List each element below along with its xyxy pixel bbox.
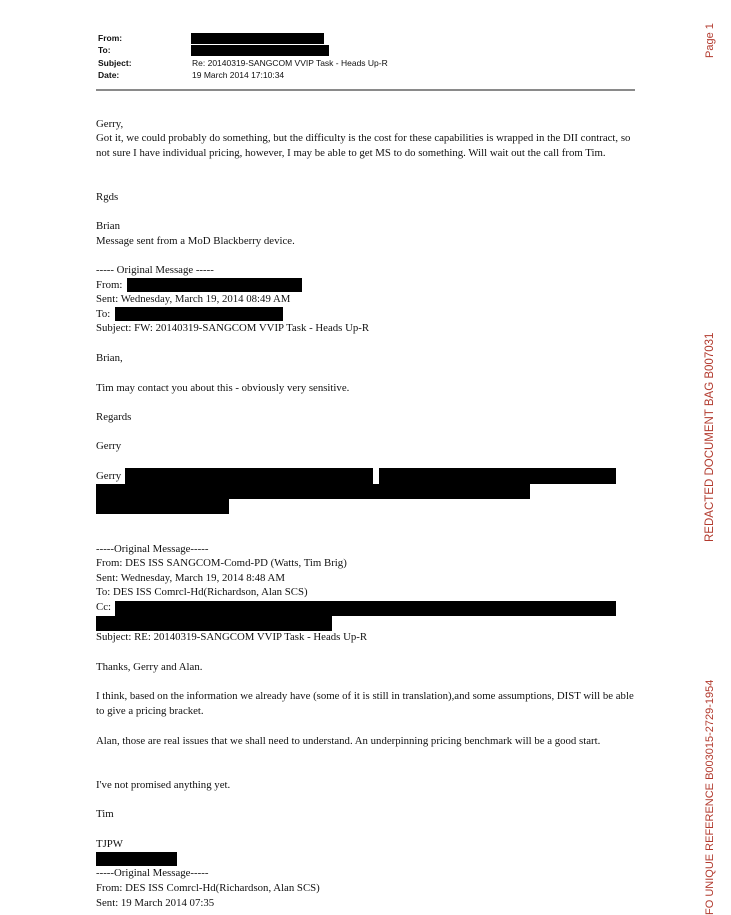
original-2-to: To: DES ISS Comrcl-Hd(Richardson, Alan SCS) xyxy=(96,586,308,598)
original-1-from: From: xyxy=(96,279,123,291)
signature-tjpw: TJPW xyxy=(96,838,123,850)
greeting-gerry: Gerry, xyxy=(96,118,124,130)
original-1-sent: Sent: Wednesday, March 19, 2014 08:49 AM xyxy=(96,293,291,305)
original-1-subject: Subject: FW: 20140319-SANGCOM VVIP Task - Heads Up-R xyxy=(96,322,370,334)
header-divider xyxy=(96,89,635,91)
redaction-signature-a xyxy=(125,468,373,484)
redaction-signature-d xyxy=(96,499,229,514)
paragraph-reply: Got it, we could probably do something, but the difficulty is the cost for these capabilities is wrapped in the DII contract, so not sure I have individual pricing, however, I may be able to get MS to do something. Will wait out the call from Tim. xyxy=(96,132,631,159)
original-message-header-2: -----Original Message----- xyxy=(96,543,209,555)
redaction-original-1-to xyxy=(115,307,283,321)
unique-reference-label: FO UNIQUE REFERENCE B003015-2729-1954 xyxy=(704,679,716,915)
original-2-cc: Cc: xyxy=(96,601,111,613)
redaction-original-2-cc-b xyxy=(96,616,332,631)
redaction-signature-b xyxy=(379,468,616,484)
sign-off-regards: Regards xyxy=(96,411,132,423)
header-subject-label: Subject: xyxy=(98,58,132,68)
redacted-document-label: REDACTED DOCUMENT BAG B007031 xyxy=(704,332,716,542)
header-from-row xyxy=(98,33,122,43)
sign-off-rgds: Rgds xyxy=(96,191,119,203)
greeting-brian: Brian, xyxy=(96,352,123,364)
paragraph-sensitive: Tim may contact you about this - obviously very sensitive. xyxy=(96,382,350,394)
header-subject-value: Re: 20140319-SANGCOM VVIP Task - Heads Up-R xyxy=(192,58,388,68)
header-date-label: Date: xyxy=(98,70,120,80)
paragraph-pricing: I think, based on the information we already have (some of it is still in translation),and some assumptions, DIST will be able to give a pricing bracket. xyxy=(96,690,634,717)
redaction-original-1-from xyxy=(127,278,302,292)
paragraph-not-promised: I've not promised anything yet. xyxy=(96,779,231,791)
original-message-header-1: ----- Original Message ----- xyxy=(96,264,214,276)
header-to-label: To: xyxy=(98,45,111,55)
signature-gerry: Gerry xyxy=(96,440,122,452)
device-note: Message sent from a MoD Blackberry device. xyxy=(96,235,295,247)
original-3-sent: Sent: 19 March 2014 07:35 xyxy=(96,897,215,909)
signature-tim: Tim xyxy=(96,808,114,820)
original-message-header-3: -----Original Message----- xyxy=(96,867,209,879)
signature-brian: Brian xyxy=(96,220,120,232)
original-2-from: From: DES ISS SANGCOM-Comd-PD (Watts, Tim Brig) xyxy=(96,557,347,569)
page-number-label: Page 1 xyxy=(704,23,716,58)
header-subject-row xyxy=(98,58,388,68)
header-from-label: From: xyxy=(98,33,123,43)
signature-gerry-full: Gerry xyxy=(96,470,122,482)
paragraph-issues: Alan, those are real issues that we shall need to understand. An underpinning pricing benchmark will be a good start. xyxy=(96,735,601,747)
redaction-to xyxy=(191,45,329,56)
paragraph-thanks: Thanks, Gerry and Alan. xyxy=(96,661,203,673)
header-date-value: 19 March 2014 17:10:34 xyxy=(192,70,285,80)
original-1-to: To: xyxy=(96,308,111,320)
header-date-row xyxy=(98,70,285,80)
original-2-sent: Sent: Wednesday, March 19, 2014 8:48 AM xyxy=(96,572,285,584)
redaction-tjpw xyxy=(96,852,177,866)
redaction-signature-c xyxy=(96,484,530,499)
original-3-from: From: DES ISS Comrcl-Hd(Richardson, Alan SCS) xyxy=(96,882,320,894)
original-2-subject: Subject: RE: 20140319-SANGCOM VVIP Task - Heads Up-R xyxy=(96,631,368,643)
redaction-original-2-cc-a xyxy=(115,601,616,616)
redaction-from xyxy=(191,33,324,44)
header-to-row xyxy=(98,45,111,55)
